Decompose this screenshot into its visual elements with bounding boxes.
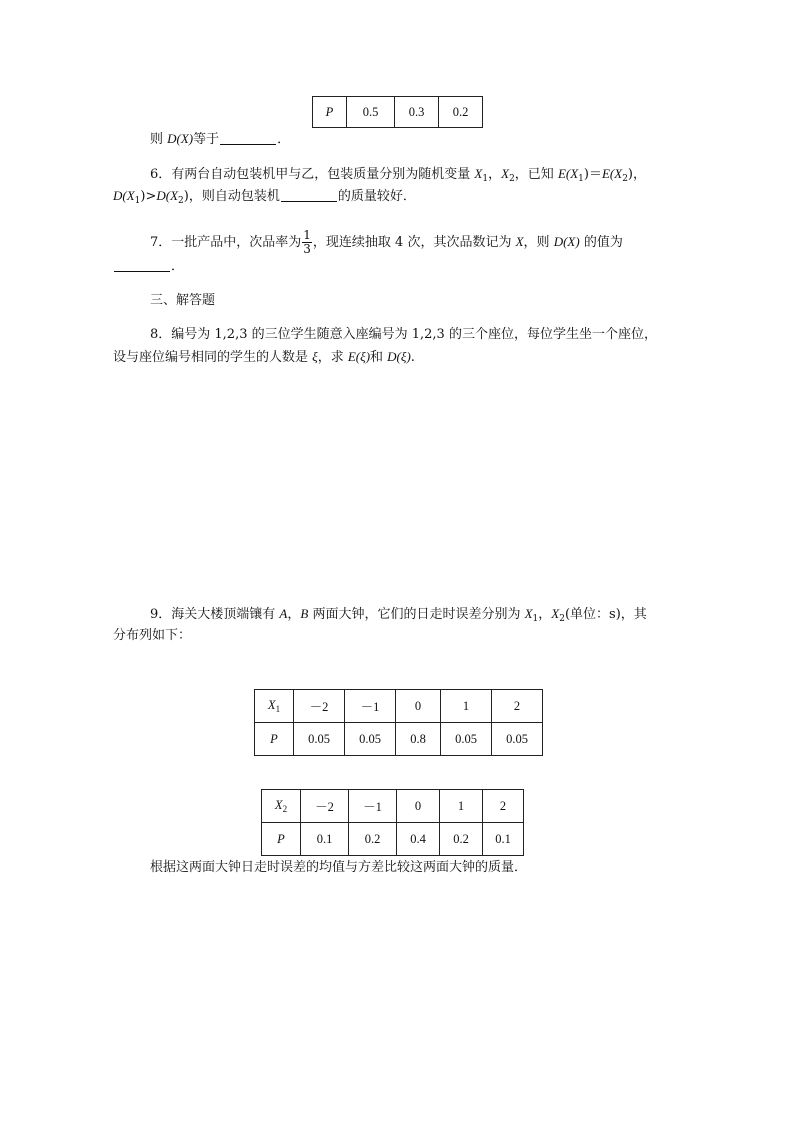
table-header-x2: $X_2$ [262, 790, 301, 823]
table-cell: 0.1 [301, 823, 349, 856]
table-cell: 0.4 [397, 823, 440, 856]
table-cell: －2 [301, 790, 349, 823]
table-cell: 0.05 [492, 723, 543, 756]
table-header-p: P [313, 97, 347, 128]
table-cell: －1 [345, 690, 396, 723]
answer-blank [220, 132, 276, 145]
table-header-p: P [255, 723, 294, 756]
table-cell: 0.05 [294, 723, 345, 756]
table-cell: 0.2 [439, 97, 483, 128]
question-9-line-2: 分布列如下： [113, 628, 192, 643]
table-cell: 0.2 [440, 823, 483, 856]
question-9-conclusion: 根据这两面大钟日走时误差的均值与方差比较这两面大钟的质量． [150, 860, 528, 875]
table-cell: 0.1 [483, 823, 524, 856]
table-cell: －1 [349, 790, 397, 823]
table-cell: 0.3 [395, 97, 439, 128]
question-9-line-1: 9．海关大楼顶端镶有 A，B 两面大钟，它们的日走时误差分别为 $X_1$，$X_2$(单位：s)，其 [150, 606, 647, 624]
question-8-line-2: 设与座位编号相同的学生的人数是 ξ，求 E(ξ)和 D(ξ). [113, 349, 415, 365]
question-8-line-1: 8．编号为 1,2,3 的三位学生随意入座编号为 1,2,3 的三个座位，每位学生坐一个座位， [150, 327, 657, 342]
table-cell: 1 [441, 690, 492, 723]
table-cell: 0.2 [349, 823, 397, 856]
distribution-table-top [312, 96, 483, 128]
section-heading: 三、解答题 [150, 293, 216, 308]
table-cell: 2 [483, 790, 524, 823]
table-cell: 1 [440, 790, 483, 823]
table-cell: 2 [492, 690, 543, 723]
question-7-line-2: ． [113, 258, 184, 276]
table-cell: 0 [397, 790, 440, 823]
table-cell: 0.8 [396, 723, 441, 756]
table-cell: －2 [294, 690, 345, 723]
table-cell: 0 [396, 690, 441, 723]
question-5-tail: 则 D(X)等于 ． [150, 131, 291, 147]
table-header-p: P [262, 823, 301, 856]
answer-blank [281, 189, 337, 202]
answer-blank [114, 259, 170, 272]
distribution-table-x2 [261, 789, 524, 856]
table-header-x1: $X_1$ [255, 690, 294, 723]
table-cell: 0.05 [345, 723, 396, 756]
distribution-table-x1 [254, 689, 543, 756]
question-6-line-2: $D(X_1)>D(X_2)$，则自动包装机 的质量较好． [113, 188, 416, 206]
question-6-line-1: 6．有两台自动包装机甲与乙，包装质量分别为随机变量 $X_1$，$X_2$，已知 $E(X_1)=E(X_2)$， [150, 166, 646, 184]
table-cell: 0.5 [347, 97, 395, 128]
question-7-line-1: 7．一批产品中，次品率为 $\frac{1}{3}$ ，现连续抽取 4 次，其次品数记为 X，则 D(X) 的值为 [150, 228, 623, 256]
fraction-one-third: $\frac{1}{3}$ [303, 228, 311, 256]
table-cell: 0.05 [441, 723, 492, 756]
